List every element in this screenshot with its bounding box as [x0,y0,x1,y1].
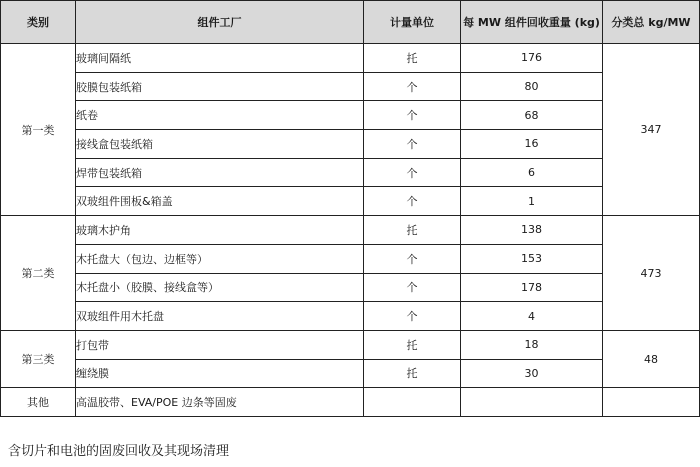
weight-cell: 6 [461,158,603,187]
weight-cell: 176 [461,44,603,73]
total-cell [603,388,700,417]
footer-note: 含切片和电池的固废回收及其现场清理 [8,444,230,459]
component-cell: 打包带 [76,330,364,359]
unit-cell: 托 [364,330,461,359]
category-cell: 第三类 [1,330,76,387]
component-cell: 胶膜包装纸箱 [76,72,364,101]
weight-cell: 18 [461,330,603,359]
component-cell: 木托盘小（胶膜、接线盒等） [76,273,364,302]
unit-cell: 托 [364,44,461,73]
table-row [1,130,700,159]
component-cell: 焊带包装纸箱 [76,158,364,187]
component-cell: 玻璃间隔纸 [76,44,364,73]
unit-cell: 托 [364,216,461,245]
component-cell: 玻璃木护角 [76,216,364,245]
table-row [1,101,700,130]
component-cell: 双玻组件围板&箱盖 [76,187,364,216]
category-cell: 其他 [1,388,76,417]
header-unit: 计量单位 [364,1,461,44]
unit-cell: 个 [364,101,461,130]
total-cell: 48 [603,330,700,387]
weight-cell: 80 [461,72,603,101]
weight-cell: 153 [461,244,603,273]
weight-cell: 30 [461,359,603,388]
component-cell: 接线盒包装纸箱 [76,130,364,159]
unit-cell: 个 [364,158,461,187]
header-category: 类别 [1,1,76,44]
header-total: 分类总 kg/MW [603,1,700,44]
weight-cell [461,388,603,417]
weight-cell: 4 [461,302,603,331]
unit-cell [364,388,461,417]
total-cell: 347 [603,44,700,216]
table-row [1,359,700,388]
weight-cell: 68 [461,101,603,130]
table-header-row [1,1,700,44]
table-row [1,244,700,273]
component-cell: 木托盘大（包边、边框等） [76,244,364,273]
header-component: 组件工厂 [76,1,364,44]
table-row [1,388,700,417]
table-row [1,330,700,359]
table-row [1,216,700,245]
weight-cell: 1 [461,187,603,216]
category-cell: 第二类 [1,216,76,331]
table-row [1,273,700,302]
total-cell: 473 [603,216,700,331]
table-row [1,72,700,101]
weight-cell: 138 [461,216,603,245]
unit-cell: 个 [364,72,461,101]
table-row [1,158,700,187]
unit-cell: 个 [364,130,461,159]
unit-cell: 托 [364,359,461,388]
component-cell: 双玻组件用木托盘 [76,302,364,331]
unit-cell: 个 [364,244,461,273]
component-cell: 纸卷 [76,101,364,130]
weight-cell: 16 [461,130,603,159]
table-row [1,302,700,331]
table-row [1,44,700,73]
unit-cell: 个 [364,273,461,302]
unit-cell: 个 [364,302,461,331]
category-cell: 第一类 [1,44,76,216]
header-weight: 每 MW 组件回收重量 (kg) [461,1,603,44]
unit-cell: 个 [364,187,461,216]
component-cell: 缠绕膜 [76,359,364,388]
component-cell: 高温胶带、EVA/POE 边条等固废 [76,388,364,417]
weight-cell: 178 [461,273,603,302]
table-row [1,187,700,216]
